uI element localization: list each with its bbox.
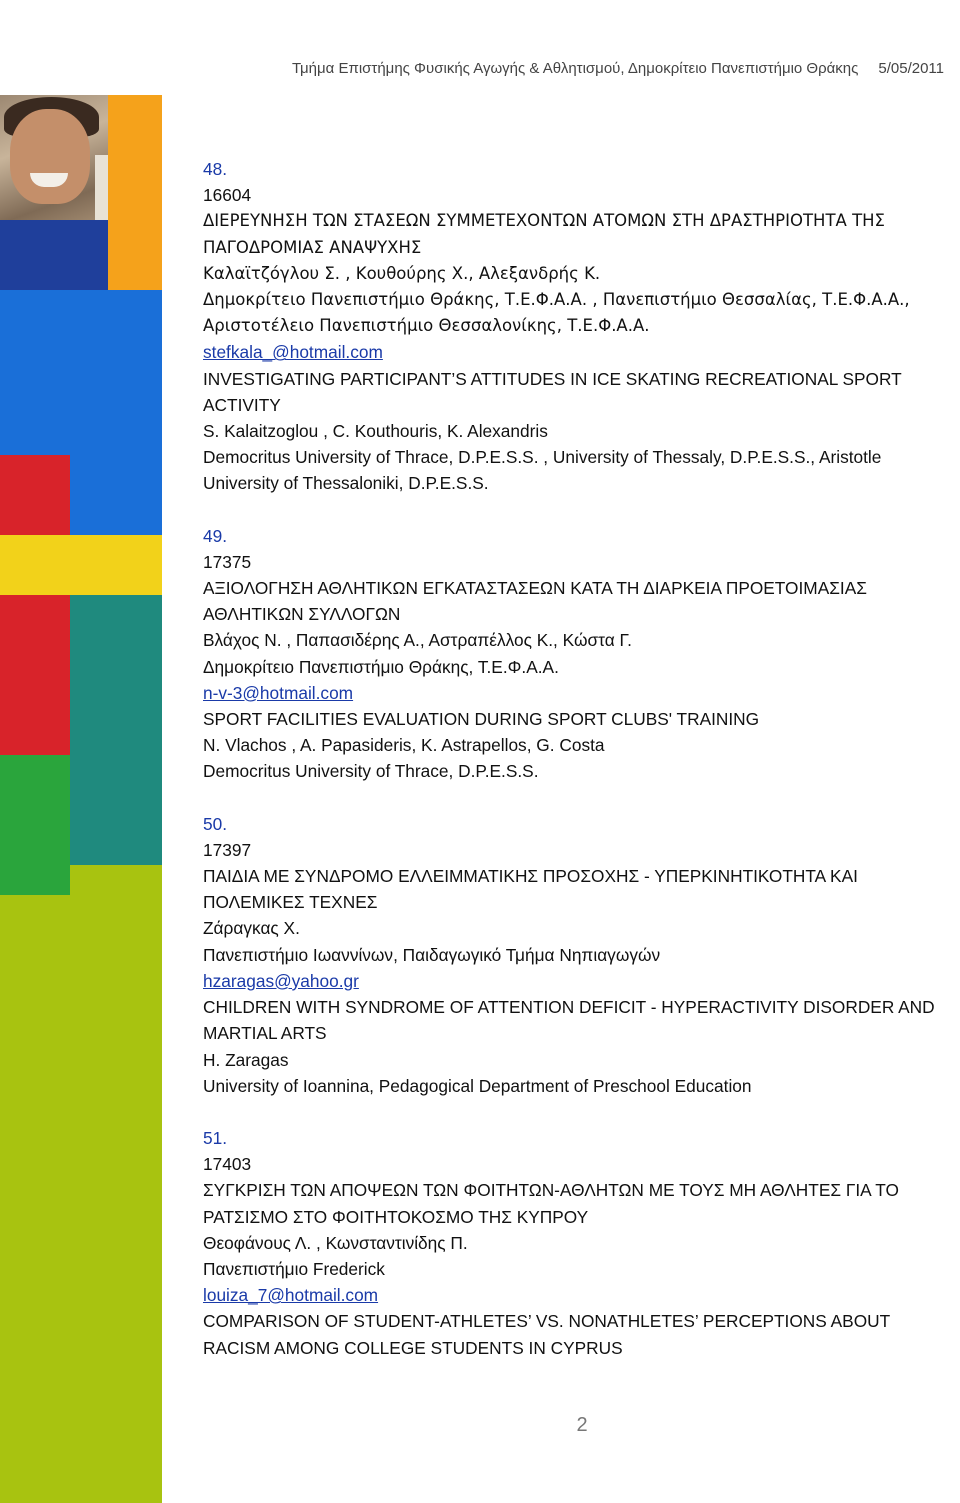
greek-authors: Βλάχος Ν. , Παπασιδέρης Α., Αστραπέλλος Κ., Κώστα Γ. [203, 630, 632, 651]
entry-number: 48. [203, 159, 228, 179]
abstract-entry [203, 1125, 953, 1361]
page-number: 2 [576, 1414, 588, 1436]
greek-affiliation: Δημοκρίτειο Πανεπιστήμιο Θράκης, Τ.Ε.Φ.Α.Α. , Πανεπιστήμιο Θεσσαλίας, Τ.Ε.Φ.Α.Α., Αριστοτέλειο Πανεπιστήμιο Θεσσαλονίκης, Τ.Ε.Φ.Α.Α. [203, 290, 910, 336]
english-affiliation: Democritus University of Thrace, D.P.E.S.S. [203, 761, 539, 782]
greek-title: ΑΞΙΟΛΟΓΗΣΗ ΑΘΛΗΤΙΚΩΝ ΕΓΚΑΤΑΣΤΑΣΕΩΝ ΚΑΤΑ ΤΗ ΔΙΑΡΚΕΙΑ ΠΡΟΕΤΟΙΜΑΣΙΑΣ ΑΘΛΗΤΙΚΩΝ ΣΥΛΛΟΓΩΝ [203, 578, 867, 625]
email-link[interactable]: louiza_7@hotmail.com [203, 1285, 379, 1306]
greek-authors: Θεοφάνους Λ. , Κωνσταντινίδης Π. [203, 1232, 468, 1253]
entry-number: 50. [203, 813, 228, 834]
email-link[interactable]: stefkala_@hotmail.com [203, 342, 383, 363]
greek-title: ΠΑΙΔΙΑ ΜΕ ΣΥΝΔΡΟΜΟ ΕΛΛΕΙΜΜΑΤΙΚΗΣ ΠΡΟΣΟΧΗΣ - ΥΠΕΡΚΙΝΗΤΙΚΟΤΗΤΑ ΚΑΙ ΠΟΛΕΜΙΚΕΣ ΤΕΧΝΕΣ [203, 866, 858, 913]
abstract-entry [203, 523, 953, 785]
entry-code: 17375 [203, 551, 252, 572]
decorative-sidebar [0, 95, 162, 1503]
entry-code: 17403 [203, 1154, 252, 1175]
entry-number: 51. [203, 1127, 228, 1148]
email-link[interactable]: hzaragas@yahoo.gr [203, 970, 359, 991]
sidebar-stripe [108, 95, 162, 295]
sidebar-stripe [0, 535, 162, 595]
english-title: INVESTIGATING PARTICIPANT’S ATTITUDES IN ICE SKATING RECREATIONAL SPORT ACTIVITY [203, 368, 902, 415]
greek-affiliation: Δημοκρίτειο Πανεπιστήμιο Θράκης, Τ.Ε.Φ.Α.Α. [203, 656, 559, 677]
header-institution: Τμήμα Επιστήμης Φυσικής Αγωγής & Αθλητισμού, Δημοκρίτειο Πανεπιστήμιο Θράκης [291, 60, 859, 77]
english-title: SPORT FACILITIES EVALUATION DURING SPORT CLUBS' TRAINING [203, 709, 760, 730]
greek-authors: Ζάραγκας Χ. [203, 918, 300, 939]
email-link[interactable]: n-v-3@hotmail.com [203, 682, 354, 703]
english-affiliation: University of Ioannina, Pedagogical Department of Preschool Education [203, 1075, 752, 1096]
entry-code: 16604 [203, 185, 252, 206]
greek-affiliation: Πανεπιστήμιο Frederick [203, 1258, 385, 1279]
english-affiliation: Democritus University of Thrace, D.P.E.S.S. , University of Thessaly, D.P.E.S.S., Aristotle University of Thessaloniki, D.P.E.S.S. [203, 447, 882, 494]
entry-number: 49. [203, 525, 228, 546]
page-header [0, 60, 944, 77]
abstract-entry [203, 811, 953, 1099]
abstract-entry [203, 156, 953, 497]
header-date: 5/05/2011 [878, 60, 944, 77]
english-title: COMPARISON OF STUDENT-ATHLETES’ VS. NONATHLETES’ PERCEPTIONS ABOUT RACISM AMONG COLLEGE STUDENTS IN CYPRUS [203, 1311, 890, 1358]
english-title: CHILDREN WITH SYNDROME OF ATTENTION DEFICIT - HYPERACTIVITY DISORDER AND MARTIAL ARTS [203, 997, 935, 1044]
sidebar-stripe [0, 455, 70, 755]
sidebar-stripe [0, 865, 162, 1503]
english-authors: H. Zaragas [203, 1049, 289, 1070]
entry-code: 17397 [203, 839, 252, 860]
sidebar-stripe [70, 595, 162, 865]
english-authors: S. Kalaitzoglou , C. Kouthouris, K. Alexandris [203, 421, 548, 442]
english-authors: N. Vlachos , A. Papasideris, K. Astrapellos, G. Costa [203, 735, 605, 756]
abstract-list [203, 156, 953, 1387]
sidebar-stripe [0, 755, 70, 895]
greek-authors: Καλαϊτζόγλου Σ. , Κουθούρης Χ., Αλεξανδρής Κ. [203, 263, 601, 283]
greek-title: ΣΥΓΚΡΙΣΗ ΤΩΝ ΑΠΟΨΕΩΝ ΤΩΝ ΦΟΙΤΗΤΩΝ-ΑΘΛΗΤΩΝ ΜΕ ΤΟΥΣ ΜΗ ΑΘΛΗΤΕΣ ΓΙΑ ΤΟ ΡΑΤΣΙΣΜΟ ΣΤΟ ΦΟΙΤΗΤΟΚΟΣΜΟ ΤΗΣ ΚΥΠΡΟΥ [203, 1180, 899, 1227]
greek-affiliation: Πανεπιστήμιο Ιωαννίνων, Παιδαγωγικό Τμήμα Νηπιαγωγών [203, 944, 661, 965]
greek-title: ΔΙΕΡΕΥΝΗΣΗ ΤΩΝ ΣΤΑΣΕΩΝ ΣΥΜΜΕΤΕΧΟΝΤΩΝ ΑΤΟΜΩΝ ΣΤΗ ΔΡΑΣΤΗΡΙΟΤΗΤΑ ΤΗΣ ΠΑΓΟΔΡΟΜΙΑΣ ΑΝΑΨΥΧΗΣ [203, 211, 885, 257]
